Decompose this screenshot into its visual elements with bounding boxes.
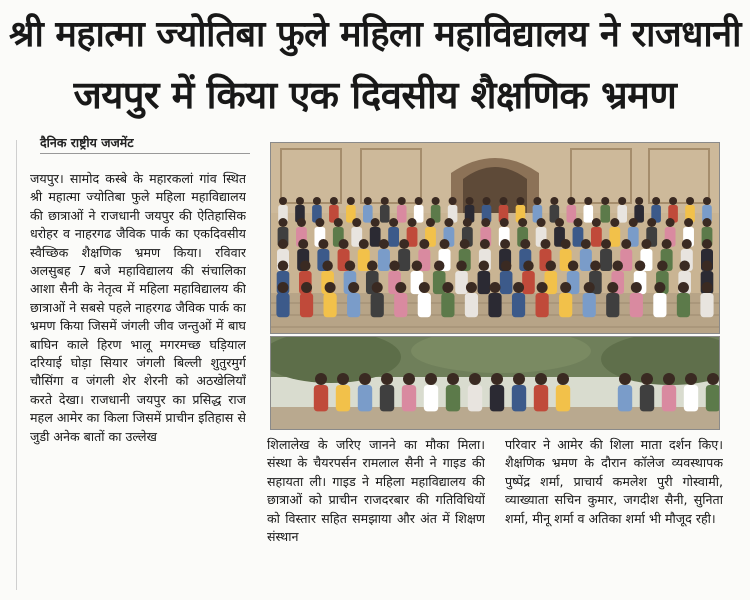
group-photo-park bbox=[270, 336, 720, 430]
headline-line-1: श्री महात्मा ज्योतिबा फुले महिला महाविद्यालय ने राजधानी bbox=[9, 14, 741, 55]
group-photo-palace bbox=[270, 142, 720, 334]
news-source-byline: दैनिक राष्ट्रीय जजमेंट bbox=[40, 134, 250, 154]
article-column-1: जयपुर। सामोद कस्बे के महारकलां गांव स्थित श्री महात्मा ज्योतिबा फुले महिला महाविद्यालय की छात्राओं ने राजधानी जयपुर की ऐतिहासिक धरोहर व नाहरगढ जैविक पार्क का एकदिवसीय स्वैच्छिक शैक्षणिक भ्रमण किया। रविवार अलसुबह 7 बजे महाविद्यालय की संचालिका आशा सैनी के नेतृत्व में महिला महाविद्यालय की छात्राओं ने सबसे पहले नाहरगढ जैविक पार्क का भ्रमण किया जिसमें जंगली जीव जन्तुओं में बाघ बाघिन काले हिरण भालू मगरमच्छ घड़ियाल दरियाई घोड़ा सियार जंगली बिल्ली शुतुरमुर्ग चौसिंगा व जंगली शेर शेरनी को अठखेलियाँ करते देखा। राजधानी जयपुर का प्रसिद्ध राज महल आमेर का किला जिसमें प्राचीन इतिहास से जुडी अनेक बातों का उल्लेख bbox=[30, 171, 246, 444]
headline-line-2: जयपुर में किया एक दिवसीय शैक्षणिक भ्रमण bbox=[73, 73, 677, 117]
article-column-2: शिलालेख के जरिए जानने का मौका मिला। संस्था के चैयरपर्सन रामलाल सैनी ने गाइड की सहायता ली। गाइड ने महिला महाविद्यालय की छात्राओं को प्राचीन राजदरबार की गतिविधियों को विस्तार सहित समझाया और अंत में शिक्षण संस्थान bbox=[267, 437, 485, 545]
article-column-3: परिवार ने आमेर की शिला माता दर्शन किए। शैक्षणिक भ्रमण के दौरान कॉलेज व्यवस्थापक पुष्पेंद्र शर्मा, प्राचार्य कमलेश पुरी गोस्वामी, व्याख्याता सचिन कुमार, जगदीश सैनी, सुनिता शर्मा, मीनू शर्मा व अतिका शर्मा भी मौजूद रही। bbox=[505, 437, 723, 526]
column-rule bbox=[16, 140, 17, 590]
